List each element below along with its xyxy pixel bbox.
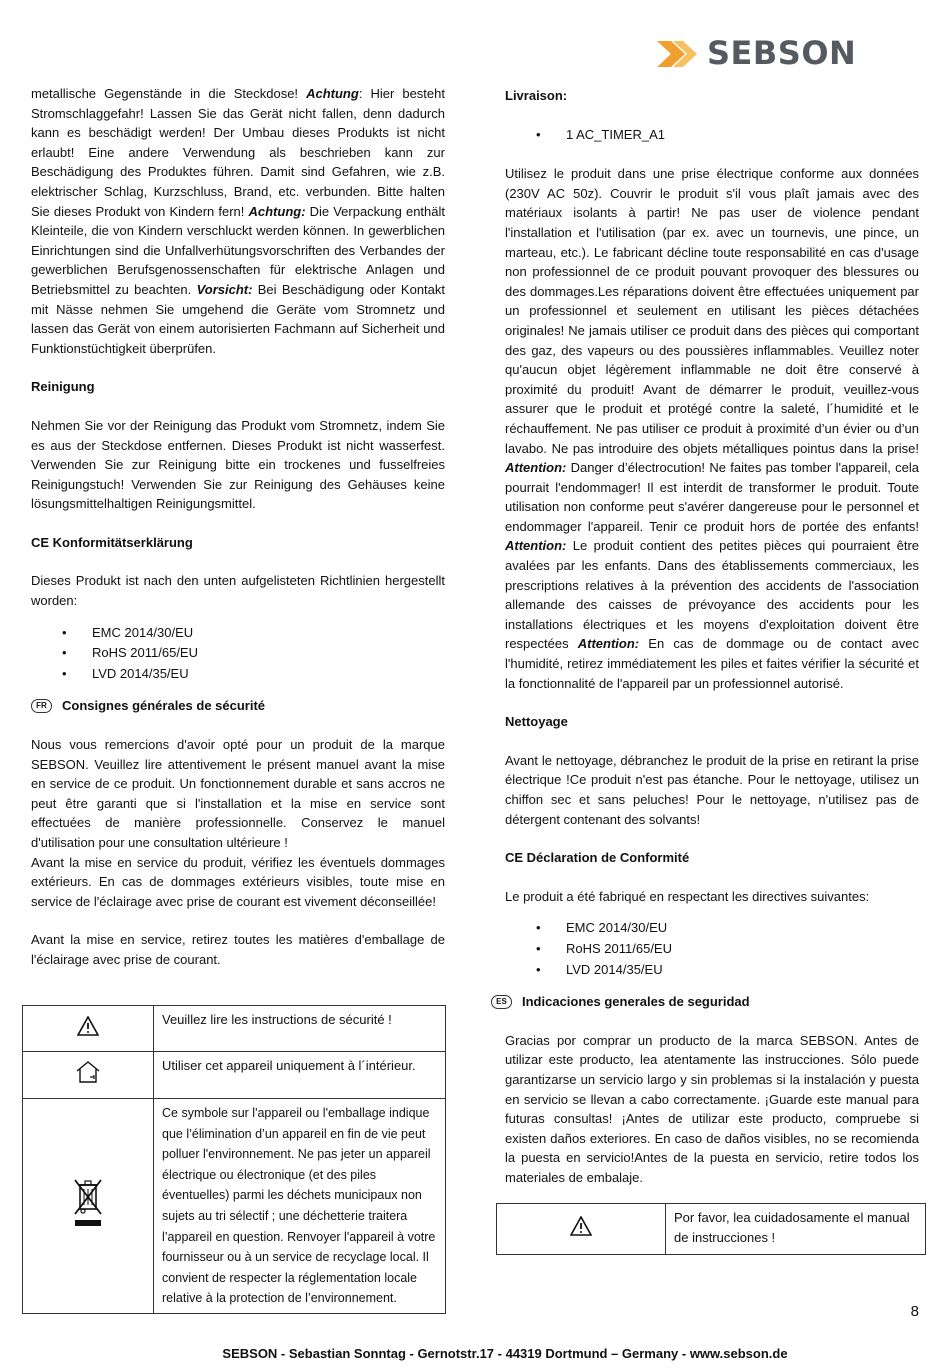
fr-section-heading bbox=[31, 696, 445, 716]
warning-triangle-icon bbox=[570, 1216, 592, 1236]
text-span: metallische Gegenstände in die Steckdose! bbox=[31, 86, 307, 101]
table-row bbox=[23, 1006, 446, 1052]
list-item: • EMC 2014/30/EU bbox=[536, 918, 919, 939]
es-language-badge: ES bbox=[491, 995, 512, 1009]
nettoyage-text: Avant le nettoyage, débranchez le produit de la prise en retirant la prise électrique !Ce produit n'est pas étanche. Pour le nettoyage, utilisez un chiffon sec et sans peluches! Pour le nettoyage, n'utilisez pas de détergent contenant des solvants! bbox=[505, 752, 919, 827]
list-item: • RoHS 2011/65/EU bbox=[62, 643, 445, 664]
table-row bbox=[497, 1204, 926, 1255]
fr-paragraph: Nous vous remercions d'avoir opté pour un produit de la marque SEBSON. Veuillez lire attentivement le présent manuel avant la mise en service de ce produit. Un fonctionnement durable et sans accros ne peut être garanti que si l'installation et la mise en service sont effectuées de manière professionnelle. Conservez le manuel d'utilisation pour une consultation ultérieure ! bbox=[31, 737, 445, 850]
es-section-heading bbox=[491, 992, 919, 1012]
warning-word: Vorsicht: bbox=[196, 281, 253, 297]
fr-safety-text bbox=[505, 164, 919, 693]
footer-address: SEBSON - Sebastian Sonntag - Gernotstr.17 - 44319 Dortmund – Germany - www.sebson.de bbox=[222, 1346, 788, 1361]
ce-fr-directive-list bbox=[505, 918, 919, 980]
reinigung-text: Nehmen Sie vor der Reinigung das Produkt vom Stromnetz, indem Sie es aus der Steckdose entfernen. Dieses Produkt ist nicht wasserfest. Verwenden Sie zur Reinigung bitte ein trockenes und fusselfreies Reinigungstuch! Verwenden Sie zur Reinigung des Gehäuses keine lösungsmittelhaltigen Reinigungsmittel. bbox=[31, 417, 445, 512]
left-column bbox=[31, 84, 445, 970]
reinigung-heading: Reinigung bbox=[31, 379, 95, 395]
icon-cell bbox=[497, 1204, 666, 1255]
text-span: : Hier besteht Stromschlaggefahr! Lassen Sie das Gerät nicht fallen, denn dadurch kann es beschädigt werden! Der Umbau dieses Produkts ist nicht erlaubt! Eine andere Verwendung als beschrieben kann zur Beschädigung des Produktes führen. Damit sind Gefahren, wie z.B. elektrischer Schlag, Kurzschluss, Brand, etc. verbunden. Bitte halten Sie dieses Produkt von Kindern fern! bbox=[31, 86, 445, 219]
warning-word: Attention: bbox=[505, 460, 567, 476]
text-span: Bei Beschädigung oder Kontakt mit Nässe nehmen Sie umgehend die Geräte vom Stromnetz und lassen das Gerät von einem autorisierten Fachmann auf Sicherheit und Funktionstüchtigkeit überprüfen. bbox=[31, 281, 445, 356]
table-row bbox=[23, 1052, 446, 1099]
crossed-bin-icon bbox=[72, 1177, 104, 1229]
ce-fr-text: Le produit a été fabriqué en respectant les directives suivantes: bbox=[505, 888, 870, 904]
symbol-table-fr bbox=[22, 1005, 446, 1314]
nettoyage-heading: Nettoyage bbox=[505, 714, 568, 730]
right-column bbox=[496, 86, 920, 1188]
text-span: En cas de dommage ou de contact avec l'humidité, retirez immédiatement les piles et faites vérifier la sécurité et la fonctionnalité de l'appareil par un professionnel autorisé. bbox=[505, 636, 920, 691]
fr-heading: Consignes générales de sécurité bbox=[62, 698, 266, 714]
table-cell: Veuillez lire les instructions de sécurité ! bbox=[154, 1006, 446, 1052]
table-row bbox=[23, 1099, 446, 1314]
warning-word: Attention: bbox=[505, 538, 567, 554]
table-cell: Utiliser cet appareil uniquement à l´intérieur. bbox=[154, 1052, 446, 1099]
livraison-heading: Livraison: bbox=[505, 88, 568, 103]
table-cell bbox=[154, 1099, 446, 1314]
fr-paragraph: Avant la mise en service du produit, vérifiez les éventuels dommages extérieurs. En cas de dommages extérieurs visibles, toute mise en service de l'éclairage avec prise de courant est vivement déconseillée! bbox=[31, 854, 445, 909]
disposal-text: Ce symbole sur l'appareil ou l'emballage indique que l’élimination d’un appareil en fin de vie peut polluer l'environnement. Ne pas jeter un appareil électrique ou électronique (et des piles éventuelles) parmi les déchets municipaux non sujets au tri sélectif ; une déchetterie traitera l’appareil en question. Renvoyer l'appareil à votre fournisseur ou à un service de recyclage local. Il convient de respecter la réglementation locale relative à la protection de l’environnement. bbox=[162, 1106, 436, 1306]
ce-text: Dieses Produkt ist nach den unten aufgelisteten Richtlinien hergestellt worden: bbox=[31, 573, 445, 609]
de-safety-text bbox=[31, 84, 445, 358]
list-item: • LVD 2014/35/EU bbox=[62, 664, 445, 685]
symbol-table-es bbox=[496, 1203, 926, 1255]
icon-cell bbox=[23, 1052, 154, 1099]
sebson-logo bbox=[655, 36, 856, 72]
text-span: Die Verpackung enthält Kleinteile, die von Kindern verschluckt werden können. In gewerblichen Einrichtungen sind die Unfallverhütungsvorschriften des Verbandes der gewerblichen Berufsgenossenschaften für elektrische Anlagen und Betriebsmittel zu beachten. bbox=[31, 203, 445, 297]
table-cell: Por favor, lea cuidadosamente el manual de instrucciones ! bbox=[666, 1204, 926, 1255]
text-span: Danger d’électrocution! Ne faites pas tomber l'appareil, cela pourrait l'endommager! Il est interdit de transformer le produit. Toute utilisation non conforme peut s'avérer dangereuse pour le personnel et endommager l'appareil. Tenir ce produit hors de portée des enfants! bbox=[505, 460, 919, 534]
fr-language-badge: FR bbox=[31, 699, 52, 713]
list-item: • EMC 2014/30/EU bbox=[62, 623, 445, 644]
list-item: • RoHS 2011/65/EU bbox=[536, 939, 919, 960]
icon-cell bbox=[23, 1099, 154, 1314]
warning-word: Achtung: bbox=[248, 203, 306, 219]
ce-heading: CE Konformitätserklärung bbox=[31, 534, 193, 550]
es-text: Gracias por comprar un producto de la marca SEBSON. Antes de utilizar este producto, lea atentamente las instrucciones. Sólo puede garantizarse un servicio largo y sin problemas si la instalación y puesta en servicio se llevan a cabo correctamente. ¡Guarde este manual para futuras consultas! ¡Antes de utilizar este producto, compruebe si existen daños exteriores. En caso de daños visibles, no se recomienda la puesta en servicio!Antes de la puesta en servicio, retire todos los materiales de embalaje. bbox=[505, 1032, 919, 1185]
es-heading: Indicaciones generales de seguridad bbox=[522, 994, 750, 1010]
list-item: • LVD 2014/35/EU bbox=[536, 960, 919, 981]
brand-name: SEBSON bbox=[707, 34, 857, 73]
text-span: Utilisez le produit dans une prise électrique conforme aux données (230V AC 50z). Couvrir le produit s'il vous plaît jamais avec des matériaux isolants à partir! Ne pas user de violence pendant l'installation et l'utilisation (par ex. avec un tournevis, une pince, un marteau, etc.). Le fabricant décline toute responsabilité en cas d'usage non professionnel de ce produit pouvant provoquer des blessures ou des dommages.Les réparations doivent être effectuées uniquement par un professionnel et seulement en utilisant les pièces détachées originales! Ne jamais utiliser ce produit dans des pièces qui comportant des gaz, des vapeurs ou des poussières inflammables. Veuillez noter qu'aucun objet légèrement inflammable ne doit être conservé à proximité du produit! Avant de démarrer le produit, veuillez-vous assurer que le produit et protégé contre la saleté, l´humidité et le réchauffement. Ne pas utiliser ce produit à proximité d’un évier ou d’un lavabo. Ne pas introduire des objets métalliques pointus dans la prise! bbox=[505, 166, 919, 456]
chevron-logo-icon bbox=[655, 39, 703, 69]
ce-fr-heading: CE Déclaration de Conformité bbox=[505, 850, 690, 866]
icon-cell bbox=[23, 1006, 154, 1052]
indoor-house-icon bbox=[75, 1060, 101, 1084]
page-number: 8 bbox=[910, 1303, 919, 1320]
warning-triangle-icon bbox=[77, 1016, 99, 1036]
fr-paragraph: Avant la mise en service, retirez toutes les matières d'emballage de l'éclairage avec prise de courant. bbox=[31, 932, 445, 967]
delivery-list bbox=[505, 125, 919, 146]
warning-word: Attention: bbox=[577, 636, 640, 652]
text-span: Le produit contient des petites pièces qui pourraient être avalées par les enfants. Dans des établissements commerciaux, les prescriptions relatives à la prévention des accidents de l'association allemande des caisses de prévoyance des accidents pour les installations électriques et les moyens d'exploitation doivent être respectées bbox=[505, 538, 919, 652]
warning-word: Achtung bbox=[306, 86, 359, 101]
list-item: • 1 AC_TIMER_A1 bbox=[536, 125, 919, 146]
ce-directive-list bbox=[31, 623, 445, 685]
